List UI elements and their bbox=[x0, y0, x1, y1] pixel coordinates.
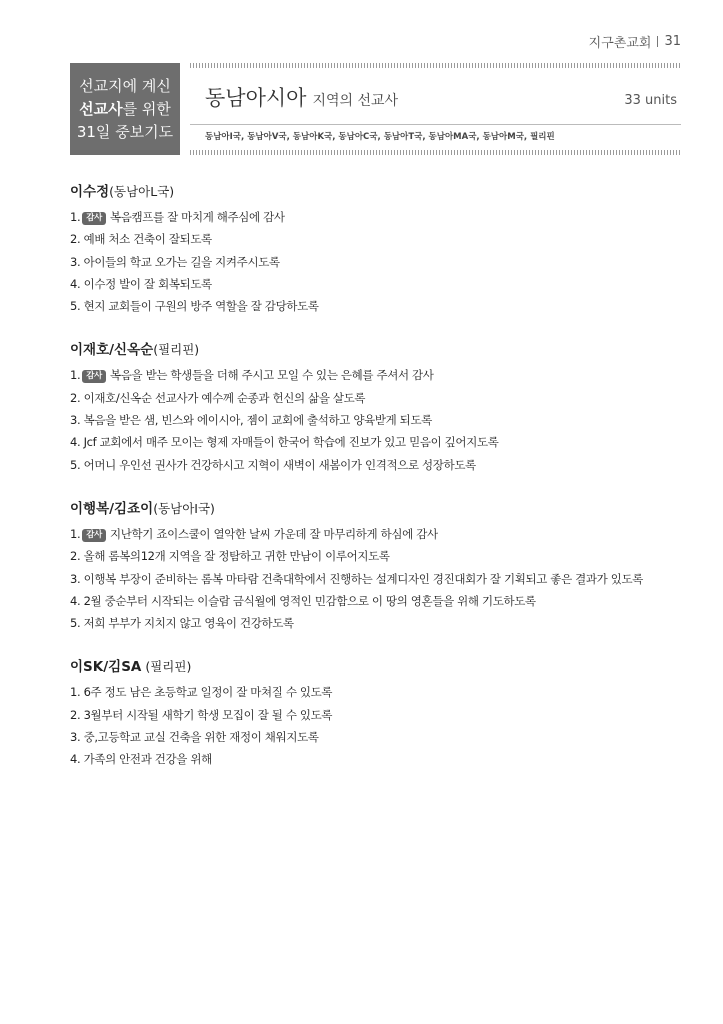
prayer-item bbox=[70, 251, 690, 273]
prayer-item-number: 5. bbox=[70, 299, 81, 314]
prayer-item-text: 아이들의 학교 오가는 길을 지켜주시도록 bbox=[83, 254, 280, 269]
units-count: 33 units bbox=[624, 93, 677, 108]
missionary-heading bbox=[70, 180, 690, 200]
banner-line-2-rest: 를 위한 bbox=[122, 99, 171, 118]
thanks-badge: 감사 bbox=[82, 370, 106, 383]
prayer-banner bbox=[70, 63, 180, 155]
banner-line-1: 선교지에 계신 bbox=[79, 76, 171, 95]
prayer-item-text: 2월 중순부터 시작되는 이슬람 금식월에 영적인 민감함으로 이 땅의 영혼들을 위해 기도하도록 bbox=[83, 593, 536, 608]
prayer-item-text: Jcf 교회에서 매주 모이는 형제 자매들이 한국어 학습에 진보가 있고 믿음이 깊어지도록 bbox=[83, 435, 499, 450]
prayer-item bbox=[70, 726, 690, 748]
region-title-main: 동남아시아 bbox=[205, 86, 307, 110]
page-header bbox=[589, 32, 681, 51]
title-divider bbox=[190, 124, 681, 125]
prayer-item-text: 이수정 발이 잘 회복되도록 bbox=[83, 276, 212, 291]
missionary-name: 이수정 bbox=[70, 184, 110, 200]
prayer-item-number: 3. bbox=[70, 730, 81, 745]
missionary-region: (동남아I국) bbox=[153, 500, 215, 516]
region-title-sub: 지역의 선교사 bbox=[312, 93, 399, 109]
prayer-item bbox=[70, 228, 690, 250]
prayer-item-number: 4. bbox=[70, 752, 81, 767]
prayer-item-text: 이행복 부장이 준비하는 롬복 마타람 건축대학에서 진행하는 설계디자인 경진대회가 잘 기획되고 좋은 결과가 있도록 bbox=[83, 571, 643, 586]
prayer-item-number: 1. bbox=[70, 685, 81, 700]
top-stripe-divider bbox=[190, 63, 681, 68]
prayer-item-number: 3. bbox=[70, 254, 81, 269]
prayer-item-text: 지난학기 죠이스쿨이 열악한 날씨 가운데 잘 마무리하게 하심에 감사 bbox=[110, 526, 438, 541]
prayer-item bbox=[70, 273, 690, 295]
prayer-item bbox=[70, 681, 690, 703]
prayer-item-number: 2. bbox=[70, 707, 81, 722]
prayer-item bbox=[70, 295, 690, 317]
prayer-item bbox=[70, 409, 690, 431]
prayer-item bbox=[70, 590, 690, 612]
prayer-content bbox=[70, 180, 690, 792]
prayer-item-text: 이재호/신옥순 선교사가 예수께 순종과 헌신의 삶을 살도록 bbox=[83, 390, 366, 405]
missionary-heading bbox=[70, 338, 690, 358]
missionary-section bbox=[70, 655, 690, 770]
banner-line-3: 31일 중보기도 bbox=[76, 122, 174, 141]
prayer-item-number: 1. bbox=[70, 526, 81, 541]
missionary-heading bbox=[70, 655, 690, 675]
prayer-item-text: 저희 부부가 지치지 않고 영육이 건강하도록 bbox=[83, 616, 294, 631]
bottom-stripe-divider bbox=[190, 150, 681, 155]
prayer-item-number: 4. bbox=[70, 276, 81, 291]
missionary-name: 이SK/김SA bbox=[70, 659, 142, 676]
prayer-item-text: 현지 교회들이 구원의 방주 역할을 잘 감당하도록 bbox=[83, 299, 319, 314]
prayer-item-number: 5. bbox=[70, 616, 81, 631]
prayer-item-number: 1. bbox=[70, 368, 81, 383]
prayer-item-number: 5. bbox=[70, 457, 81, 472]
banner-line-2-bold: 선교사 bbox=[79, 99, 123, 118]
banner-line-2 bbox=[79, 98, 171, 121]
missionary-section bbox=[70, 497, 690, 634]
prayer-item bbox=[70, 704, 690, 726]
prayer-item-text: 예배 처소 건축이 잘되도록 bbox=[83, 232, 212, 247]
thanks-badge: 감사 bbox=[82, 529, 106, 542]
missionary-region: (필리핀) bbox=[141, 659, 192, 675]
prayer-item-text: 어머니 우인선 권사가 건강하시고 지혁이 새벽이 새봄이가 인격적으로 성장하도록 bbox=[83, 457, 476, 472]
header-separator bbox=[657, 36, 658, 47]
prayer-item-text: 올해 롬복의12개 지역을 잘 정탐하고 귀한 만남이 이루어지도록 bbox=[83, 549, 390, 564]
prayer-item-text: 3월부터 시작될 새학기 학생 모집이 잘 될 수 있도록 bbox=[83, 707, 333, 722]
country-list: 동남아I국, 동남아V국, 동남아K국, 동남아C국, 동남아T국, 동남아MA국, 동남아M국, 필리핀 bbox=[205, 132, 555, 142]
prayer-item-text: 복음을 받는 학생들을 더해 주시고 모일 수 있는 은혜를 주셔서 감사 bbox=[110, 368, 434, 383]
prayer-item-text: 중,고등학교 교실 건축을 위한 재정이 채워지도록 bbox=[83, 730, 319, 745]
prayer-item-number: 2. bbox=[70, 232, 81, 247]
prayer-item bbox=[70, 431, 690, 453]
prayer-item bbox=[70, 206, 690, 228]
missionary-name: 이행복/김죠이 bbox=[70, 500, 154, 517]
prayer-item bbox=[70, 454, 690, 476]
prayer-item-number: 3. bbox=[70, 571, 81, 586]
prayer-item-number: 2. bbox=[70, 390, 81, 405]
prayer-item bbox=[70, 612, 690, 634]
region-title bbox=[205, 82, 398, 112]
page-number: 31 bbox=[664, 34, 681, 49]
prayer-item-text: 복음을 받은 샘, 빈스와 에이시아, 젬이 교회에 출석하고 양육받게 되도록 bbox=[83, 413, 432, 428]
prayer-item bbox=[70, 545, 690, 567]
prayer-item bbox=[70, 387, 690, 409]
missionary-region: (동남아L국) bbox=[109, 184, 175, 199]
church-name: 지구촌교회 bbox=[588, 36, 652, 51]
prayer-item-number: 3. bbox=[70, 413, 81, 428]
missionary-name: 이재호/신옥순 bbox=[70, 342, 154, 359]
thanks-badge: 감사 bbox=[82, 212, 106, 225]
prayer-item-number: 4. bbox=[70, 435, 81, 450]
prayer-item-number: 4. bbox=[70, 593, 81, 608]
prayer-item-text: 6주 정도 남은 초등학교 일정이 잘 마쳐질 수 있도록 bbox=[83, 685, 333, 700]
missionary-section bbox=[70, 338, 690, 475]
missionary-heading bbox=[70, 497, 690, 517]
prayer-item bbox=[70, 748, 690, 770]
prayer-item-number: 2. bbox=[70, 549, 81, 564]
prayer-item-text: 가족의 안전과 건강을 위해 bbox=[83, 752, 212, 767]
prayer-item-number: 1. bbox=[70, 210, 81, 224]
prayer-item bbox=[70, 364, 690, 386]
missionary-region: (필리핀) bbox=[153, 342, 200, 358]
missionary-section bbox=[70, 180, 690, 317]
prayer-item-text: 복음캠프를 잘 마치게 해주심에 감사 bbox=[110, 210, 285, 224]
prayer-item bbox=[70, 523, 690, 545]
prayer-item bbox=[70, 568, 690, 590]
